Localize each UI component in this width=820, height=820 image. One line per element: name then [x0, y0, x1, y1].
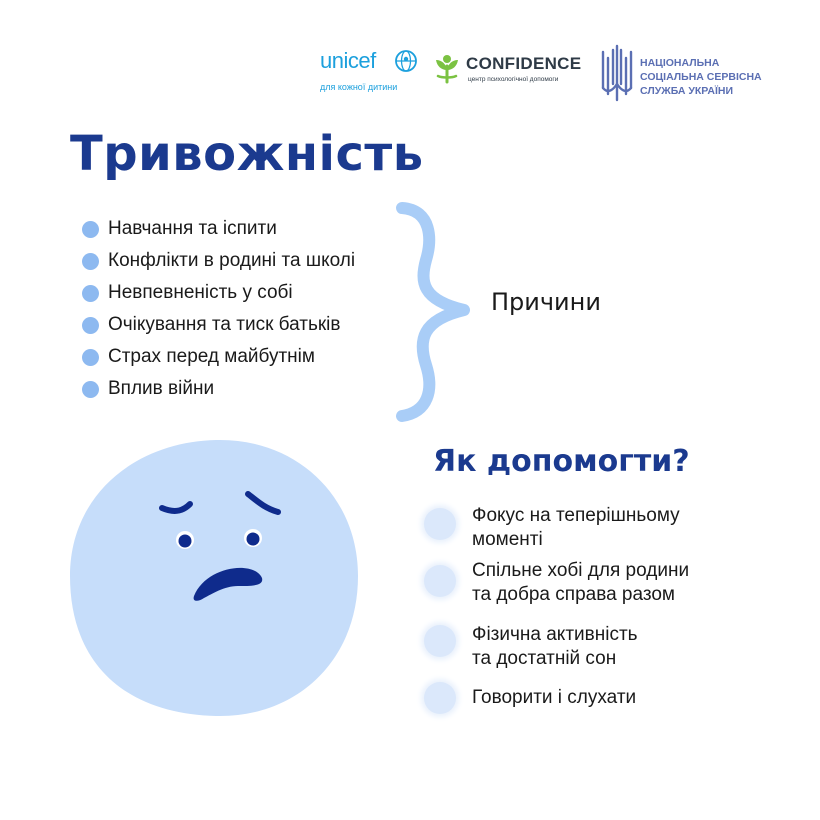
nss-line-3: СЛУЖБА УКРАЇНИ — [640, 85, 733, 97]
nss-wordmark — [640, 56, 762, 98]
unicef-globe-icon — [394, 49, 418, 73]
cause-label: Страх перед майбутнім — [108, 346, 315, 367]
help-title: Як допомогти? — [433, 444, 690, 479]
bullet-dot — [82, 317, 99, 334]
worried-face-icon — [66, 436, 362, 721]
bullet-dot — [82, 381, 99, 398]
help-line: Спільне хобі для родини — [472, 560, 690, 581]
causes-label: Причини — [491, 288, 601, 316]
list-item — [82, 214, 355, 246]
help-line: моменті — [472, 529, 543, 550]
curly-brace-icon — [392, 200, 482, 425]
cause-label: Вплив війни — [108, 378, 215, 399]
help-item-text — [472, 504, 792, 552]
page-title: Тривожність — [70, 126, 424, 182]
cause-label: Очікування та тиск батьків — [108, 314, 341, 335]
cause-label: Навчання та іспити — [108, 218, 277, 239]
causes-list — [82, 214, 355, 406]
unicef-tagline: для кожної дитини — [320, 82, 398, 92]
nss-logo — [600, 44, 790, 104]
list-item — [82, 278, 355, 310]
confidence-logo — [432, 52, 592, 92]
bullet-dot — [82, 349, 99, 366]
list-item — [82, 374, 355, 406]
help-item-text — [472, 686, 792, 710]
unicef-wordmark: unicef — [320, 48, 376, 73]
partner-logos — [318, 44, 788, 104]
help-line: Говорити і слухати — [472, 687, 637, 708]
cause-label: Невпевненість у собі — [108, 282, 293, 303]
bullet-dot — [424, 682, 456, 714]
confidence-sprout-icon — [432, 52, 462, 84]
help-item-text — [472, 559, 792, 607]
bullet-dot — [424, 565, 456, 597]
nss-line-1: НАЦІОНАЛЬНА — [640, 57, 720, 69]
help-line: Фокус на теперішньому — [472, 505, 680, 526]
list-item — [82, 342, 355, 374]
bullet-dot — [82, 285, 99, 302]
help-item-text — [472, 623, 792, 671]
list-item — [82, 310, 355, 342]
help-line: Фізична активність — [472, 624, 638, 645]
nss-line-2: СОЦІАЛЬНА СЕРВІСНА — [640, 71, 762, 83]
bullet-dot — [82, 221, 99, 238]
list-item — [82, 246, 355, 278]
bullet-dot — [82, 253, 99, 270]
confidence-wordmark: CONFIDENCE — [466, 54, 582, 73]
trident-emblem-icon — [600, 44, 634, 102]
confidence-tagline: центр психологічної допомоги — [468, 76, 559, 83]
cause-label: Конфлікти в родині та школі — [108, 250, 356, 271]
help-line: та достатній сон — [472, 648, 617, 669]
bullet-dot — [424, 625, 456, 657]
bullet-dot — [424, 508, 456, 540]
unicef-logo — [318, 44, 422, 100]
help-line: та добра справа разом — [472, 584, 675, 605]
